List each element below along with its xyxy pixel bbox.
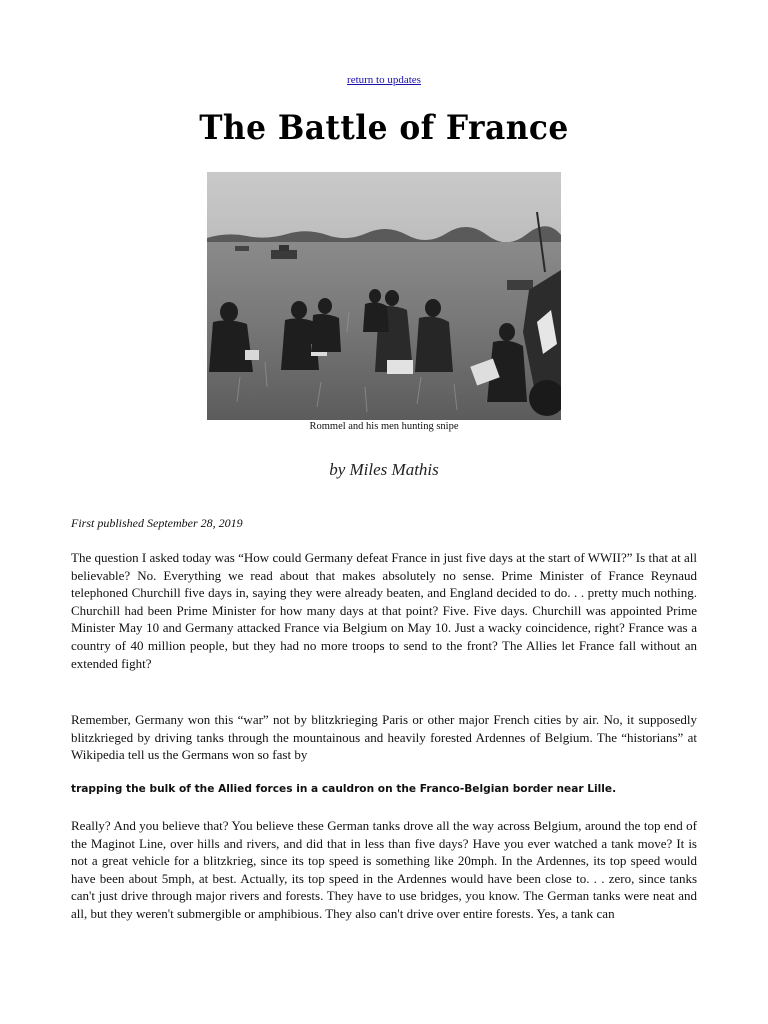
photo-caption: Rommel and his men hunting snipe <box>309 421 459 432</box>
publication-date: First published September 28, 2019 <box>71 516 243 530</box>
author-byline: by Miles Mathis <box>329 460 439 479</box>
field-photo-illustration <box>207 172 561 420</box>
return-to-updates-link[interactable]: return to updates <box>347 74 421 86</box>
paragraph-2: Remember, Germany won this “war” not by blitzkrieging Paris or other major French cities by air. No, it supposedly blitzkrieged by driving tanks through the mountainous and heavily forested Ardennes of Belgium. The “historians” at Wikipedia tell us the Germans won so fast by <box>71 712 697 763</box>
paragraph-1: The question I asked today was “How could Germany defeat France in just five days at the start of WWII?” Is that at all believable? No. Everything we read about that makes absolutely no sense. Prime Minister of France Reynaud telephoned Churchill five days in, saying they were already beaten, and England decided to do. . . pretty much nothing. Churchill had been Prime Minister for how many days at that point? Five. Five days. Churchill was appointed Prime Minister May 10 and Germany attacked France via Belgium on May 10. Just a wacky coincidence, right? France was a country of 40 million people, but they had no more troops to send to the front? The Allies let France fall without an extended fight? <box>71 550 697 671</box>
paragraph-3: Really? And you believe that? You believe these German tanks drove all the way across Belgium, around the top end of the Maginot Line, over hills and rivers, and did that in less than five days? Have you ever watched a tank move? It is not a great vehicle for a blitzkrieg, since its top speed is something like 20mph. In the Ardennes, its top speed would have been about 5mph, at best. Actually, its top speed in the Ardennes would have been close to. . . zero, since tanks can't just drive through major rivers and forests. They have to use bridges, you know. The German tanks were neat and all, but they weren't submergible or amphibious. They also can't drive over entire forests. Yes, a tank can <box>71 818 697 921</box>
page-title: The Battle of France <box>199 108 569 148</box>
article-photo <box>207 172 561 420</box>
wikipedia-quote: trapping the bulk of the Allied forces in a cauldron on the Franco-Belgian border near Lille. <box>71 783 617 795</box>
